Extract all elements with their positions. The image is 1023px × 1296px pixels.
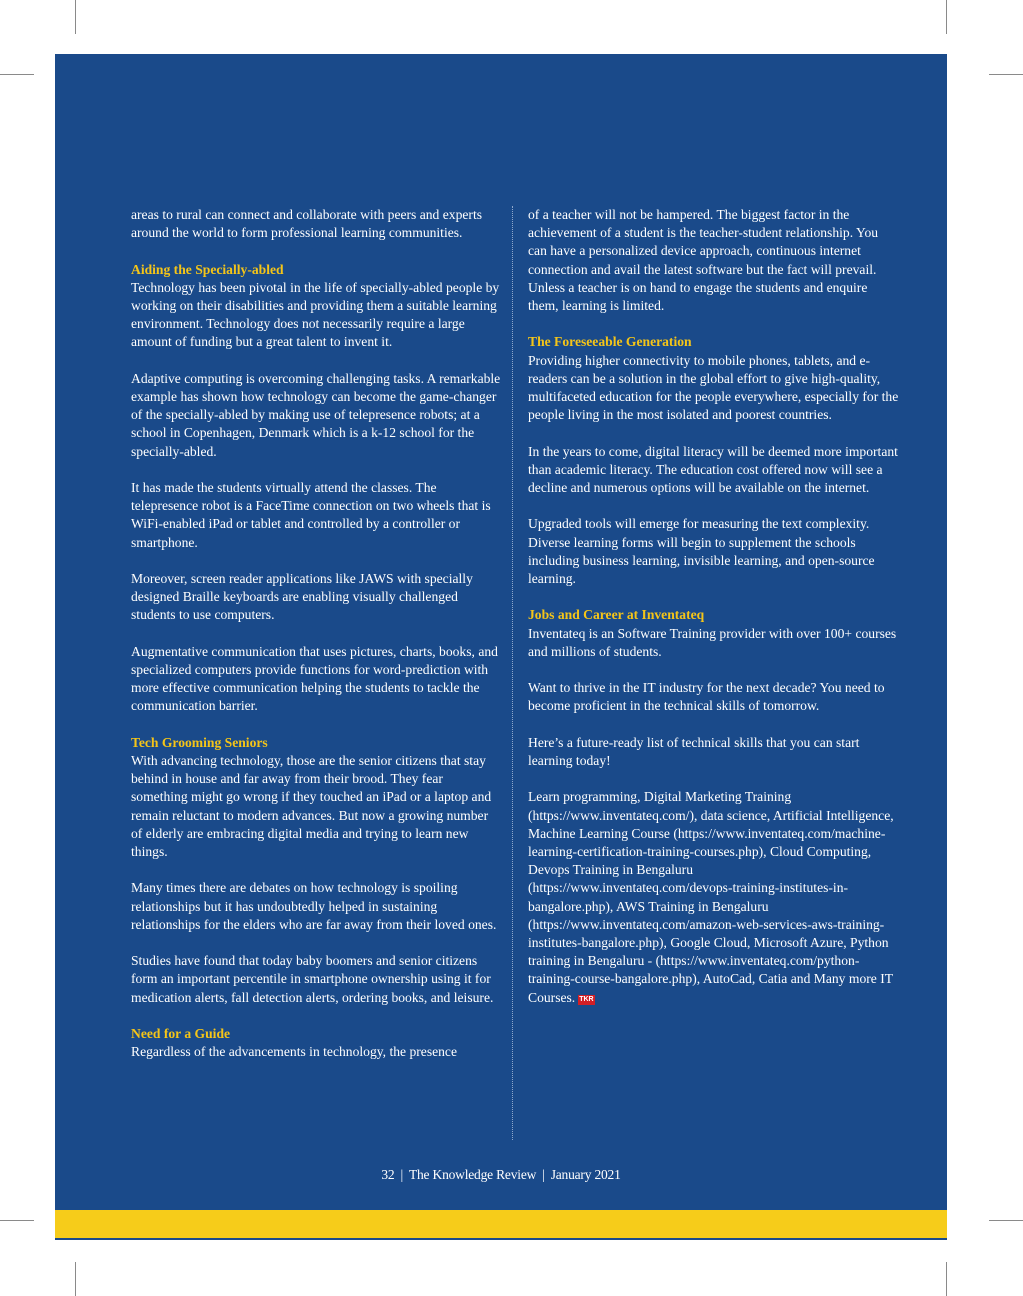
paragraph: Augmentative communication that uses pictures, charts, books, and specialized computers provide functions for word-prediction with more effective communication helping the students to tackle the communication barrier.	[131, 643, 498, 714]
crop-mark	[946, 0, 947, 34]
left-column	[131, 206, 501, 1080]
crop-mark	[989, 1220, 1023, 1221]
issue-date: January 2021	[550, 1167, 621, 1182]
paragraph: areas to rural can connect and collaborate with peers and experts around the world to form professional learning communities.	[131, 207, 483, 241]
final-paragraph	[528, 788, 900, 1006]
page-number: 32	[381, 1167, 395, 1182]
paragraph: It has made the students virtually attend the classes. The telepresence robot is a FaceTime connection on two wheels that is WiFi-enabled iPad or tablet and controlled by a controller or smartphone.	[131, 480, 491, 550]
crop-mark	[75, 1262, 76, 1296]
magazine-page	[55, 54, 947, 1240]
paragraph: Many times there are debates on how technology is spoiling relationships but it has undoubtedly helped in sustaining relationships for the elders who are far away from their loved ones.	[131, 880, 497, 932]
paragraph: Technology has been pivotal in the life of specially-abled people by working on their disabilities and providing them a suitable learning environment. Technology does not necessarily require a large amount of funding but a great talent to invent it.	[131, 279, 500, 350]
crop-mark	[989, 74, 1023, 75]
section-heading: Aiding the Specially-abled	[131, 261, 284, 277]
page-footer	[55, 1167, 947, 1183]
section-heading: Need for a Guide	[131, 1026, 231, 1041]
paragraph: Moreover, screen reader applications like JAWS with specially designed Braille keyboards are enabling visually challenged students to use computers.	[131, 571, 473, 623]
footer-band	[55, 1210, 947, 1238]
paragraph: Providing higher connectivity to mobile phones, tablets, and e-readers can be a solution in the global effort to give high-quality, multifaceted education for the people everywhere, especially for the people living in the most isolated and poorest countries.	[528, 352, 899, 423]
footer-separator: |	[400, 1167, 403, 1182]
end-of-article-logo: TKR	[579, 995, 594, 1003]
crop-mark	[946, 1262, 947, 1296]
paragraph: With advancing technology, those are the senior citizens that stay behind in house and far away from their brood. They fear something might go wrong if they touched an iPad or a laptop and remain reluctant to modern advances. But now a growing number of elderly are embracing digital media and trying to learn new things.	[131, 753, 492, 860]
section-heading: Tech Grooming Seniors	[131, 734, 268, 750]
paragraph: Upgraded tools will emerge for measuring the text complexity. Diverse learning forms will begin to supplement the schools including business learning, invisible learning, and open-source learning.	[528, 516, 875, 587]
paragraph: of a teacher will not be hampered. The biggest factor in the achievement of a student is the teacher-student relationship. You can have a personalized device approach, continuous internet connection and avail the latest software but the fact will prevail. Unless a teacher is on hand to engage the students and enquire them, learning is limited.	[528, 207, 879, 314]
paragraph: Inventateq is an Software Training provider with over 100+ courses and millions of students.	[528, 625, 897, 659]
paragraph: Want to thrive in the IT industry for the next decade? You need to become proficient in the technical skills of tomorrow.	[528, 680, 885, 714]
column-divider	[512, 206, 513, 1140]
paragraph-text: Learn programming, Digital Marketing Training (https://www.inventateq.com/), data science, Artificial Intelligence, Machine Learning Course (https://www.inventateq.com/machine-learning-certification-training-courses.php), Cloud Computing, Devops Training in Bengaluru (https://www.inventateq.com/devops-training-institutes-in-bangalore.php), AWS Training in Bengaluru (https://www.inventateq.com/amazon-web-services-aws-training-institutes-bangalore.php), Google Cloud, Microsoft Azure, Python training in Bengaluru - (https://www.inventateq.com/python-training-course-bangalore.php), AutoCad, Catia and Many more IT Courses.	[528, 789, 894, 1005]
paragraph: Adaptive computing is overcoming challenging tasks. A remarkable example has shown how technology can become the game-changer of the specially-abled by making use of telepresence robots; at a school in Copenhagen, Denmark which is a k-12 school for the specially-abled.	[131, 370, 501, 459]
magazine-name: The Knowledge Review	[408, 1167, 537, 1182]
paragraph: Here’s a future-ready list of technical skills that you can start learning today!	[528, 734, 860, 768]
section-heading: The Foreseeable Generation	[528, 334, 692, 350]
section-heading: Jobs and Career at Inventateq	[528, 607, 705, 623]
crop-mark	[75, 0, 76, 34]
right-column	[528, 206, 900, 1025]
paragraph: In the years to come, digital literacy will be deemed more important than academic literacy. The education cost offered now will see a decline and numerous options will be available on the internet.	[528, 443, 898, 496]
paragraph: Studies have found that today baby boomers and senior citizens form an important percentile in smartphone ownership using it for medication alerts, fall detection alerts, ordering books, and leisure.	[131, 953, 494, 1005]
paragraph: Regardless of the advancements in technology, the presence	[131, 1044, 458, 1060]
footer-separator: |	[542, 1167, 545, 1182]
crop-mark	[0, 1220, 34, 1221]
crop-mark	[0, 74, 34, 75]
